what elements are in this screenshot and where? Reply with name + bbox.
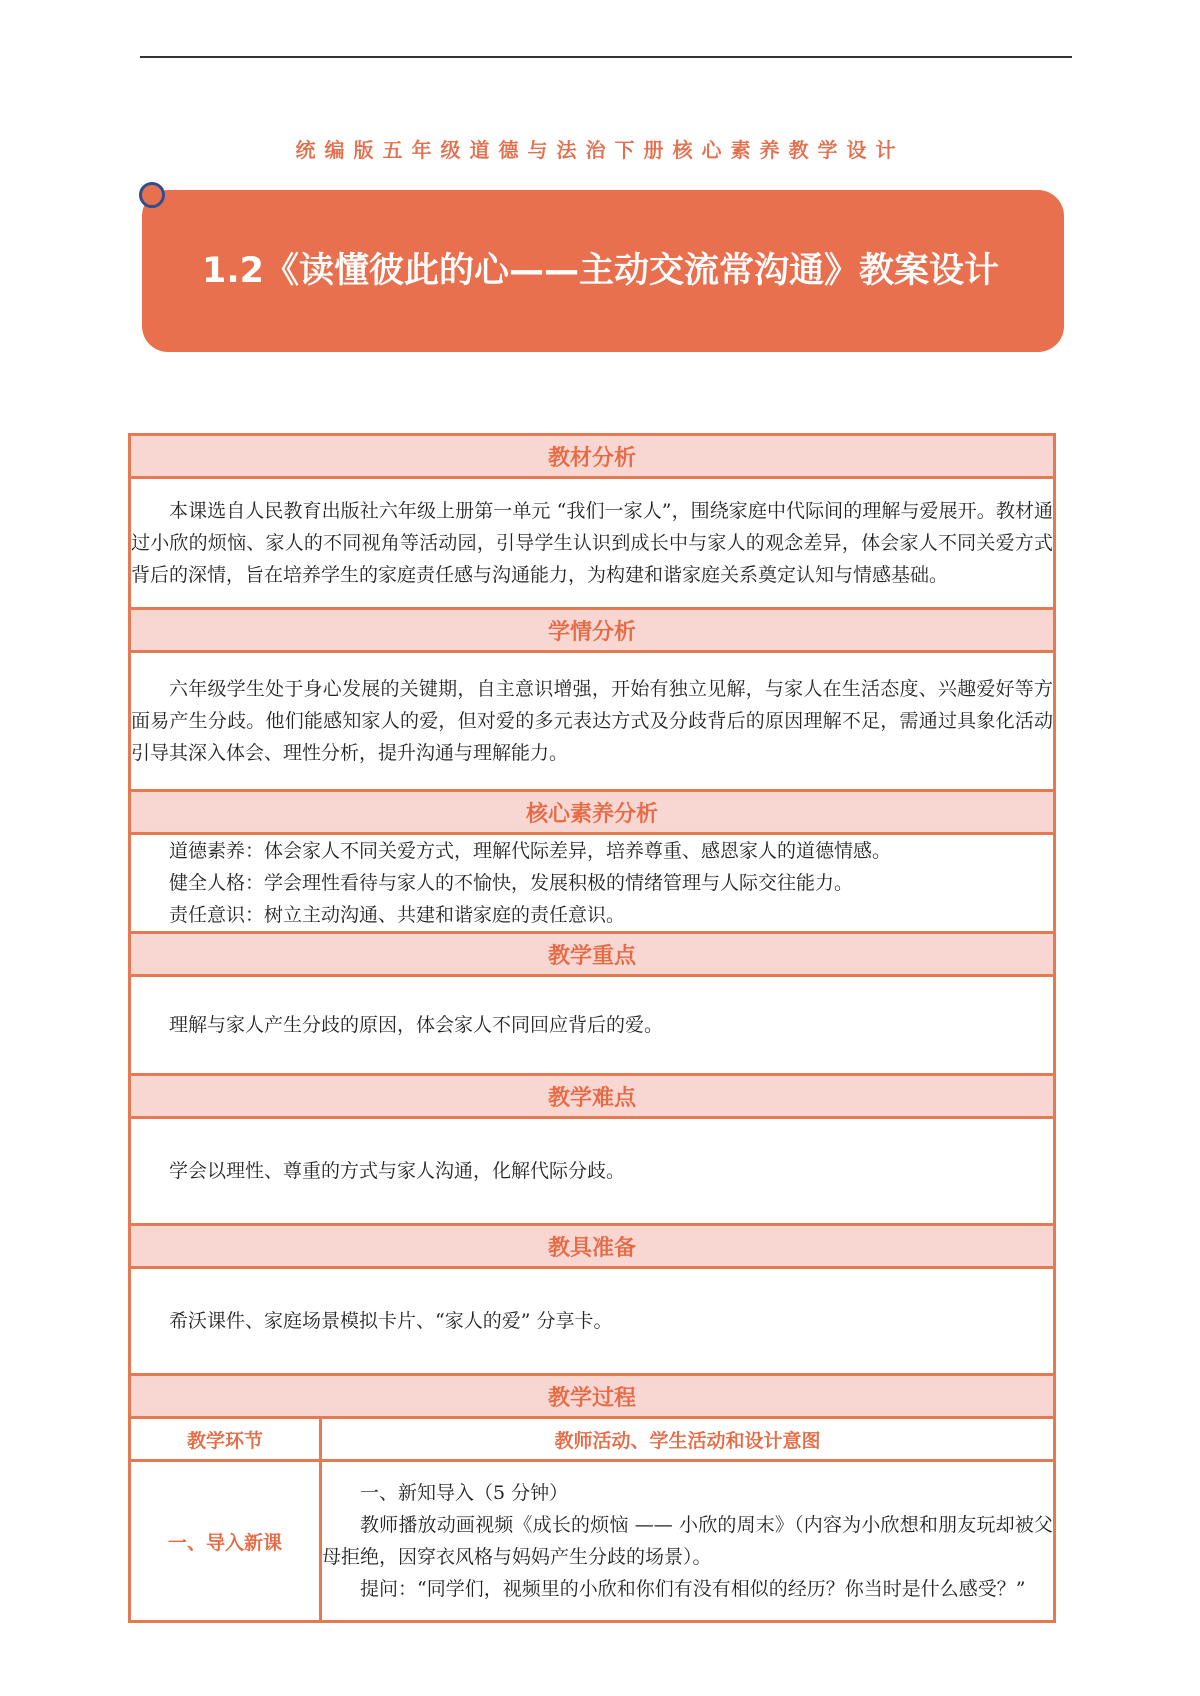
- materials-text: 希沃课件、家庭场景模拟卡片、“家人的爱” 分享卡。: [169, 1310, 613, 1332]
- section-heading-students: 学情分析: [130, 609, 1055, 652]
- key-point-cell: [130, 976, 1055, 1075]
- student-analysis-text: 六年级学生处于身心发展的关键期，自主意识增强，开始有独立见解，与家人在生活态度、兴趣爱好等方面易产生分歧。他们能感知家人的爱，但对爱的多元表达方式及分歧背后的原因理解不足，需通过具象化活动引导其深入体会、理性分析，提升沟通与理解能力。: [131, 678, 1054, 764]
- column-header-activity: 教师活动、学生活动和设计意图: [321, 1418, 1055, 1461]
- section-heading-process: 教学过程: [130, 1375, 1055, 1418]
- difficulty-text: 学会以理性、尊重的方式与家人沟通，化解代际分歧。: [169, 1160, 626, 1182]
- materials-cell: [130, 1268, 1055, 1375]
- section-heading-key-point: 教学重点: [130, 933, 1055, 976]
- header-rule: [140, 56, 1072, 58]
- section-heading-textbook: 教材分析: [130, 435, 1055, 478]
- section-heading-difficulty: 教学难点: [130, 1075, 1055, 1118]
- literacy-line-personality: 健全人格：学会理性看待与家人的不愉快，发展积极的情绪管理与人际交往能力。: [169, 872, 854, 894]
- process-row: [130, 1461, 1055, 1622]
- column-header-phase: 教学环节: [130, 1418, 321, 1461]
- document-title: 1.2《读懂彼此的心——主动交流常沟通》教案设计: [202, 251, 1000, 291]
- section-heading-literacy: 核心素养分析: [130, 791, 1055, 834]
- banner-dot-decoration: [139, 182, 165, 208]
- phase-cell: 一、导入新课: [130, 1461, 321, 1622]
- section-heading-materials: 教具准备: [130, 1225, 1055, 1268]
- series-title: 统编版五年级道德与法治下册核心素养教学设计: [295, 138, 905, 162]
- activity-cell: [321, 1461, 1055, 1622]
- activity-step-video: 教师播放动画视频《成长的烦恼 —— 小欣的周末》（内容为小欣想和朋友玩却被父母拒绝，因穿衣风格与妈妈产生分歧的场景）。: [322, 1514, 1054, 1568]
- textbook-analysis-cell: [130, 478, 1055, 609]
- key-point-text: 理解与家人产生分歧的原因，体会家人不同回应背后的爱。: [169, 1014, 664, 1036]
- lesson-plan-table: [128, 433, 1056, 1623]
- activity-step-title: 一、新知导入（5 分钟）: [360, 1482, 569, 1504]
- literacy-line-responsibility: 责任意识：树立主动沟通、共建和谐家庭的责任意识。: [169, 904, 626, 926]
- literacy-line-moral: 道德素养：体会家人不同关爱方式，理解代际差异，培养尊重、感恩家人的道德情感。: [169, 840, 892, 862]
- literacy-analysis-cell: [130, 834, 1055, 933]
- activity-step-question: 提问：“同学们，视频里的小欣和你们有没有相似的经历？你当时是什么感受？”: [360, 1578, 1026, 1600]
- difficulty-cell: [130, 1118, 1055, 1225]
- textbook-analysis-text: 本课选自人民教育出版社六年级上册第一单元 “我们一家人”，围绕家庭中代际间的理解与爱展开。教材通过小欣的烦恼、家人的不同视角等活动园，引导学生认识到成长中与家人的观念差异，体会家人不同关爱方式背后的深情，旨在培养学生的家庭责任感与沟通能力，为构建和谐家庭关系奠定认知与情感基础。: [131, 500, 1054, 586]
- title-banner: [142, 190, 1064, 352]
- student-analysis-cell: [130, 652, 1055, 791]
